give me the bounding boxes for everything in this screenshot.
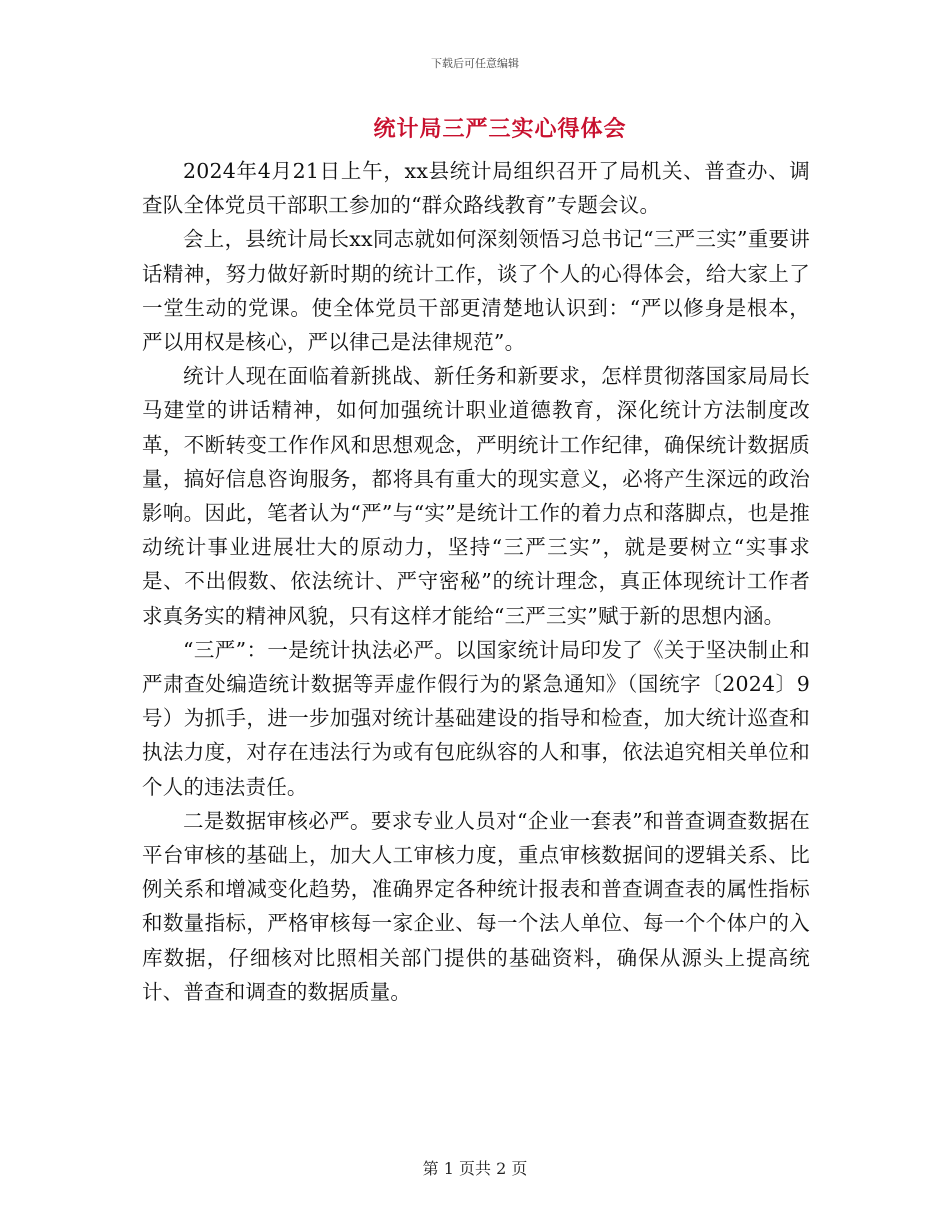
paragraph: “三严”：一是统计执法必严。以国家统计局印发了《关于坚决制止和严肃查处编造统计数据等弄虚作假行为的紧急通知》（国统字〔2024〕9号）为抓手，进一步加强对统计基础建设的指导和检查，加大统计巡查和执法力度，对存在违法行为或有包庇纵容的人和事，依法追究相关单位和个人的违法责任。 (142, 637, 810, 799)
document-title: 统计局三严三实心得体会 (373, 117, 627, 142)
paragraph: 统计人现在面临着新挑战、新任务和新要求，怎样贯彻落国家局局长马建堂的讲话精神，如何加强统计职业道德教育，深化统计方法制度改革，不断转变工作作风和思想观念，严明统计工作纪律，确保统计数据质量，搞好信息咨询服务，都将具有重大的现实意义，必将产生深远的政治影响。因此，笔者认为“严”与“实”是统计工作的着力点和落脚点，也是推动统计事业进展壮大的原动力，坚持“三严三实”，就是要树立“实事求是、不出假数、依法统计、严守密秘”的统计理念，真正体现统计工作者求真务实的精神风貌，只有这样才能给“三严三实”赋于新的思想内涵。 (142, 364, 810, 628)
header-note: 下载后可任意编辑 (431, 57, 519, 70)
document-body (142, 154, 810, 1009)
paragraph: 会上，县统计局长xx同志就如何深刻领悟习总书记“三严三实”重要讲话精神，努力做好新时期的统计工作，谈了个人的心得体会，给大家上了一堂生动的党课。使全体党员干部更清楚地认识到：“严以修身是根本，严以用权是核心，严以律己是法律规范”。 (142, 227, 810, 355)
page-number: 第 1 页共 2 页 (422, 1159, 528, 1178)
paragraph: 二是数据审核必严。要求专业人员对“企业一套表”和普查调查数据在平台审核的基础上，加大人工审核力度，重点审核数据间的逻辑关系、比例关系和增减变化趋势，准确界定各种统计报表和普查调查表的属性指标和数量指标，严格审核每一家企业、每一个法人单位、每一个个体户的入库数据，仔细核对比照相关部门提供的基础资料，确保从源头上提高统计、普查和调查的数据质量。 (142, 808, 810, 1004)
paragraph: 2024年4月21日上午，xx县统计局组织召开了局机关、普查办、调查队全体党员干部职工参加的“群众路线教育”专题会议。 (142, 159, 810, 218)
